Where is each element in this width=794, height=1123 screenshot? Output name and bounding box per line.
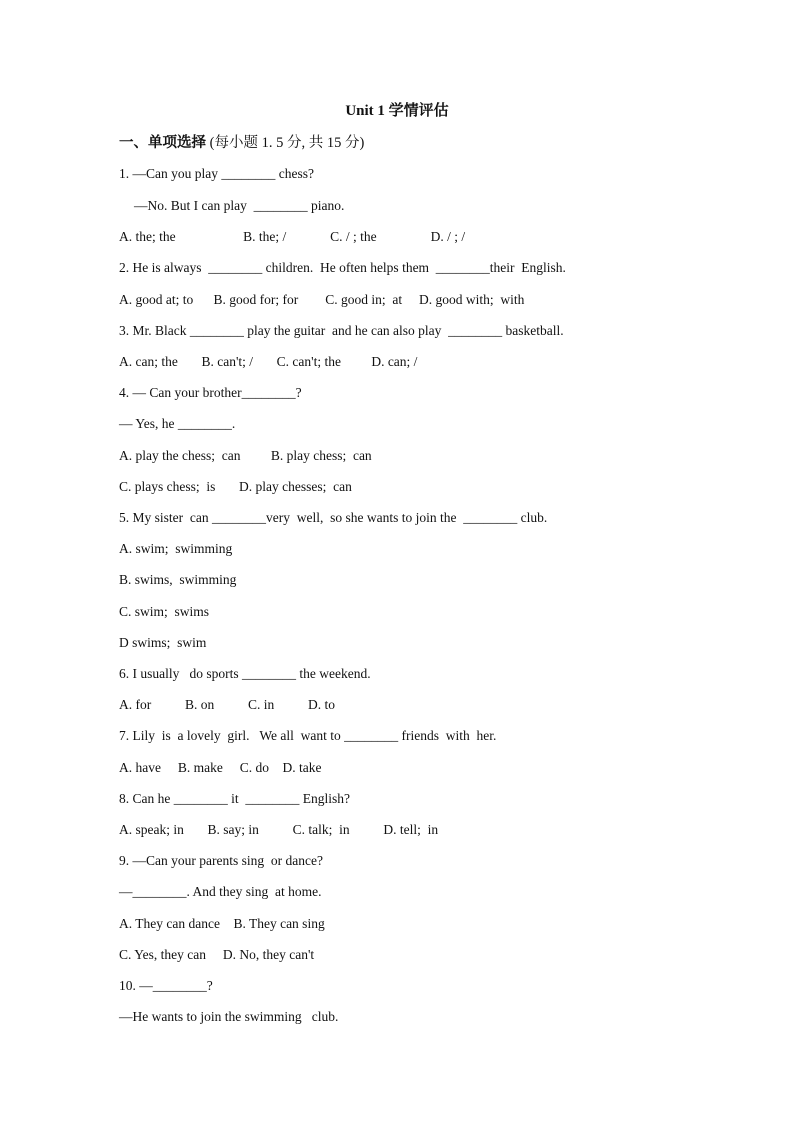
- question-1-answer-line: —No. But I can play ________ piano.: [134, 198, 345, 213]
- section-heading-label: 一、单项选择: [119, 135, 206, 151]
- question-5-stem: 5. My sister can ________very well, so she wants to join the ________ club.: [119, 510, 548, 525]
- question-10-answer-line: —He wants to join the swimming club.: [119, 1009, 339, 1024]
- question-8-stem: 8. Can he ________ it ________ English?: [119, 791, 350, 806]
- question-10-stem: 10. —________?: [119, 978, 213, 993]
- question-9-stem: 9. —Can your parents sing or dance?: [119, 853, 323, 868]
- question-9-options-cd: C. Yes, they can D. No, they can't: [119, 947, 315, 962]
- question-1-options: A. the; the B. the; / C. / ; the D. / ; /: [119, 229, 466, 244]
- question-5-option-c: C. swim; swims: [119, 604, 210, 619]
- question-7-stem: 7. Lily is a lovely girl. We all want to ________ friends with her.: [119, 728, 497, 743]
- question-5-option-d: D swims; swim: [119, 635, 207, 650]
- question-6-options: A. for B. on C. in D. to: [119, 697, 335, 712]
- question-4-options-ab: A. play the chess; can B. play chess; can: [119, 448, 372, 463]
- question-9-options-ab: A. They can dance B. They can sing: [119, 916, 325, 931]
- question-1-stem: 1. —Can you play ________ chess?: [119, 166, 314, 181]
- question-4-options-cd: C. plays chess; is D. play chesses; can: [119, 479, 352, 494]
- question-5-option-a: A. swim; swimming: [119, 541, 233, 556]
- question-3-options: A. can; the B. can't; / C. can't; the D. can; /: [119, 354, 418, 369]
- question-8-options: A. speak; in B. say; in C. talk; in D. tell; in: [119, 822, 439, 837]
- question-6-stem: 6. I usually do sports ________ the weekend.: [119, 666, 371, 681]
- question-5-option-b: B. swims, swimming: [119, 572, 237, 587]
- question-2-stem: 2. He is always ________ children. He often helps them ________their English.: [119, 260, 566, 275]
- section-heading: [119, 133, 364, 153]
- section-score-note: (每小题 1. 5 分, 共 15 分): [206, 135, 365, 151]
- question-4-stem: 4. — Can your brother________?: [119, 385, 302, 400]
- question-7-options: A. have B. make C. do D. take: [119, 760, 322, 775]
- question-4-answer-line: — Yes, he ________.: [119, 416, 236, 431]
- question-3-stem: 3. Mr. Black ________ play the guitar and he can also play ________ basketball.: [119, 323, 564, 338]
- question-2-options: A. good at; to B. good for; for C. good in; at D. good with; with: [119, 292, 525, 307]
- page-title: Unit 1 学情评估: [345, 103, 449, 119]
- question-9-answer-line: —________. And they sing at home.: [119, 884, 322, 899]
